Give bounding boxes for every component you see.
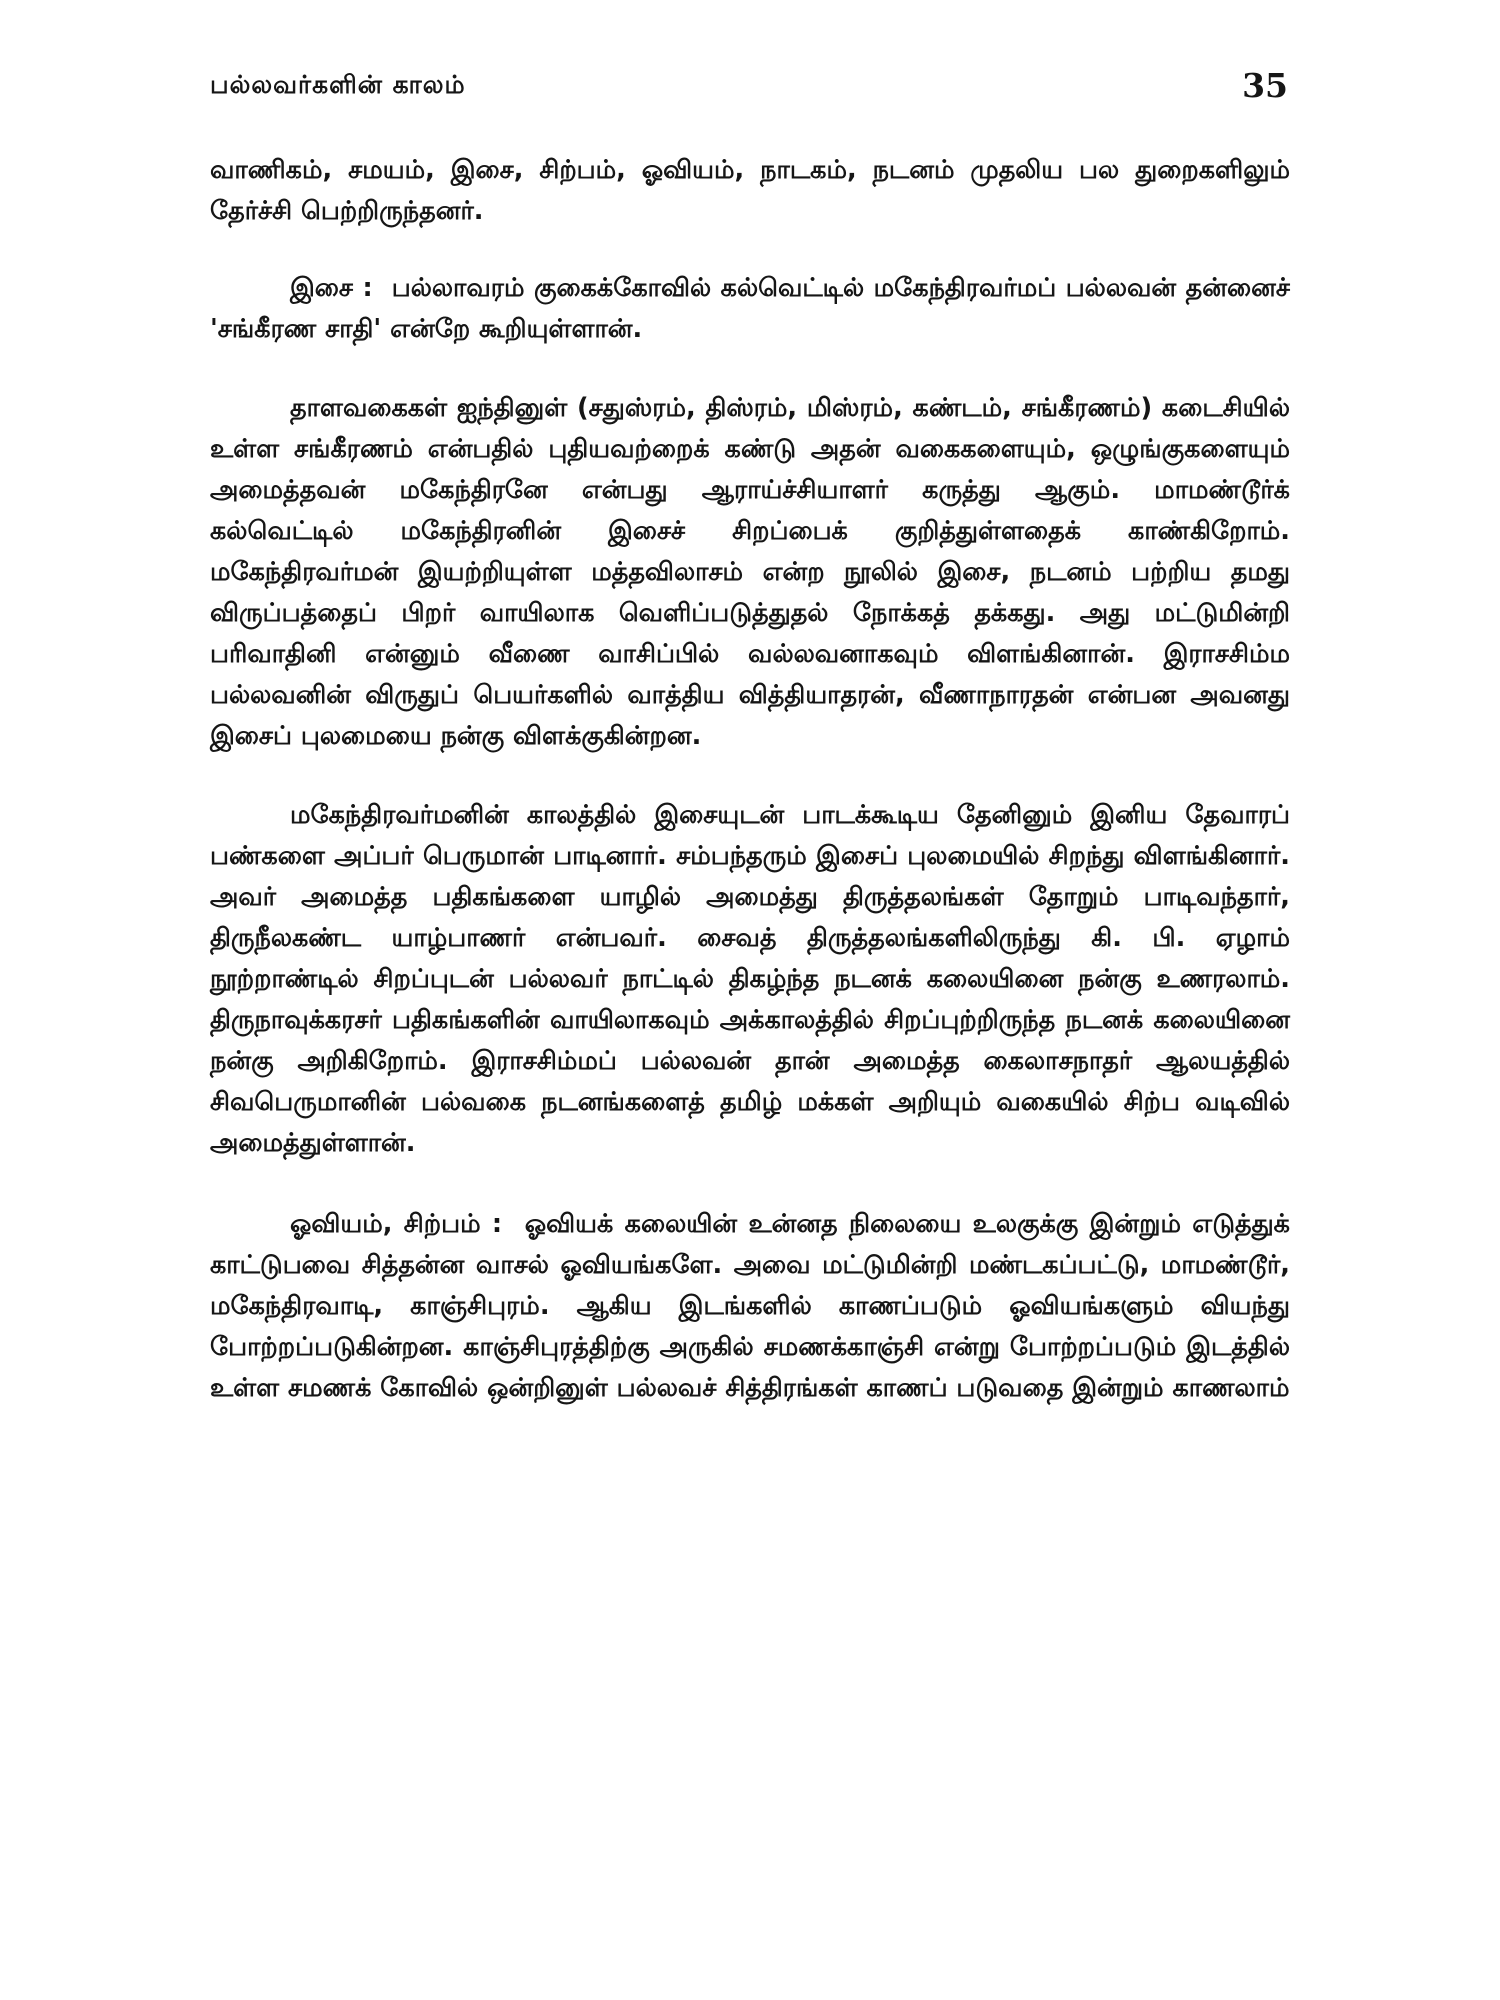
paragraph-text: வாணிகம், சமயம், இசை, சிற்பம், ஓவியம், நாடகம், நடனம் முதலிய பல துறைகளிலும் தேர்ச்சி பெற்றிருந்தனர். bbox=[210, 155, 1290, 226]
paragraph-text bbox=[513, 1209, 524, 1239]
paragraph-devaram bbox=[210, 795, 1290, 1164]
paragraph-text: மகேந்திரவர்மனின் காலத்தில் இசையுடன் பாடக்கூடிய தேனினும் இனிய தேவாரப் பண்களை அப்பர் பெருமான் பாடினார். சம்பந்தரும் இசைப் புலமையில் சிறந்து விளங்கினார். அவர் அமைத்த பதிகங்களை யாழில் அமைத்து திருத்தலங்கள் தோறும் பாடிவந்தார், திருநீலகண்ட யாழ்பாணர் என்பவர். சைவத் திருத்தலங்களிலிருந்து கி. பி. ஏழாம் நூற்றாண்டில் சிறப்புடன் பல்லவர் நாட்டில் திகழ்ந்த நடனக் கலையினை நன்கு உணரலாம். திருநாவுக்கரசர் பதிகங்களின் வாயிலாகவும் அக்காலத்தில் சிறப்புற்றிருந்த நடனக் கலையினை நன்கு அறிகிறோம். இராசசிம்மப் பல்லவன் தான் அமைத்த கைலாசநாதர் ஆலயத்தில் சிவபெருமானின் பல்வகை நடனங்களைத் தமிழ் மக்கள் அறியும் வகையில் சிற்ப வடிவில் அமைத்துள்ளான். bbox=[210, 800, 1290, 1158]
section-heading-painting: ஓவியம், சிற்பம் : bbox=[290, 1209, 503, 1239]
page-number: 35 bbox=[1242, 66, 1288, 105]
paragraph-text: தாளவகைகள் ஐந்தினுள் (சதுஸ்ரம், திஸ்ரம், மிஸ்ரம், கண்டம், சங்கீரணம்) கடைசியில் உள்ள சங்கீரணம் என்பதில் புதியவற்றைக் கண்டு அதன் வகைகளையும், ஒழுங்குகளையும் அமைத்தவன் மகேந்திரனே என்பது ஆராய்ச்சியாளர் கருத்து ஆகும். மாமண்டூர்க் கல்வெட்டில் மகேந்திரனின் இசைச் சிறப்பைக் குறித்துள்ளதைக் காண்கிறோம். மகேந்திரவர்மன் இயற்றியுள்ள மத்தவிலாசம் என்ற நூலில் இசை, நடனம் பற்றிய தமது விருப்பத்தைப் பிறர் வாயிலாக வெளிப்படுத்துதல் நோக்கத் தக்கது. அது மட்டுமின்றி பரிவாதினி என்னும் வீணை வாசிப்பில் வல்லவனாகவும் விளங்கினான். இராசசிம்ம பல்லவனின் விருதுப் பெயர்களில் வாத்திய வித்தியாதரன், வீணாநாரதன் என்பன அவனது இசைப் புலமையை நன்கு விளக்குகின்றன. bbox=[210, 393, 1290, 751]
paragraph-text bbox=[382, 273, 392, 303]
paragraph-text: ஓவியக் கலையின் உன்னத நிலையை உலகுக்கு இன்றும் எடுத்துக் காட்டுபவை சித்தன்ன வாசல் ஓவியங்களே. அவை மட்டுமின்றி மண்டகப்பட்டு, மாமண்டூர், மகேந்திரவாடி, காஞ்சிபுரம். ஆகிய இடங்களில் காணப்படும் ஓவியங்களும் வியந்து போற்றப்படுகின்றன. காஞ்சிபுரத்திற்கு அருகில் சமணக்காஞ்சி என்று போற்றப்படும் இடத்தில் உள்ள சமணக் கோவில் ஒன்றினுள் பல்லவச் சித்திரங்கள் காணப் படுவதை இன்றும் காணலாம் bbox=[210, 1209, 1290, 1403]
paragraph-intro bbox=[210, 150, 1290, 232]
section-heading-music: இசை : bbox=[290, 273, 373, 303]
running-head: பல்லவர்களின் காலம் bbox=[210, 70, 466, 99]
body-text bbox=[210, 150, 1290, 1409]
paragraph-tala bbox=[210, 388, 1290, 757]
paragraph-painting bbox=[210, 1204, 1290, 1409]
paragraph-music bbox=[210, 268, 1290, 350]
paragraph-text: பல்லாவரம் குகைக்கோவில் கல்வெட்டில் மகேந்திரவர்மப் பல்லவன் தன்னைச் 'சங்கீரண சாதி' என்றே கூறியுள்ளான். bbox=[210, 273, 1290, 344]
